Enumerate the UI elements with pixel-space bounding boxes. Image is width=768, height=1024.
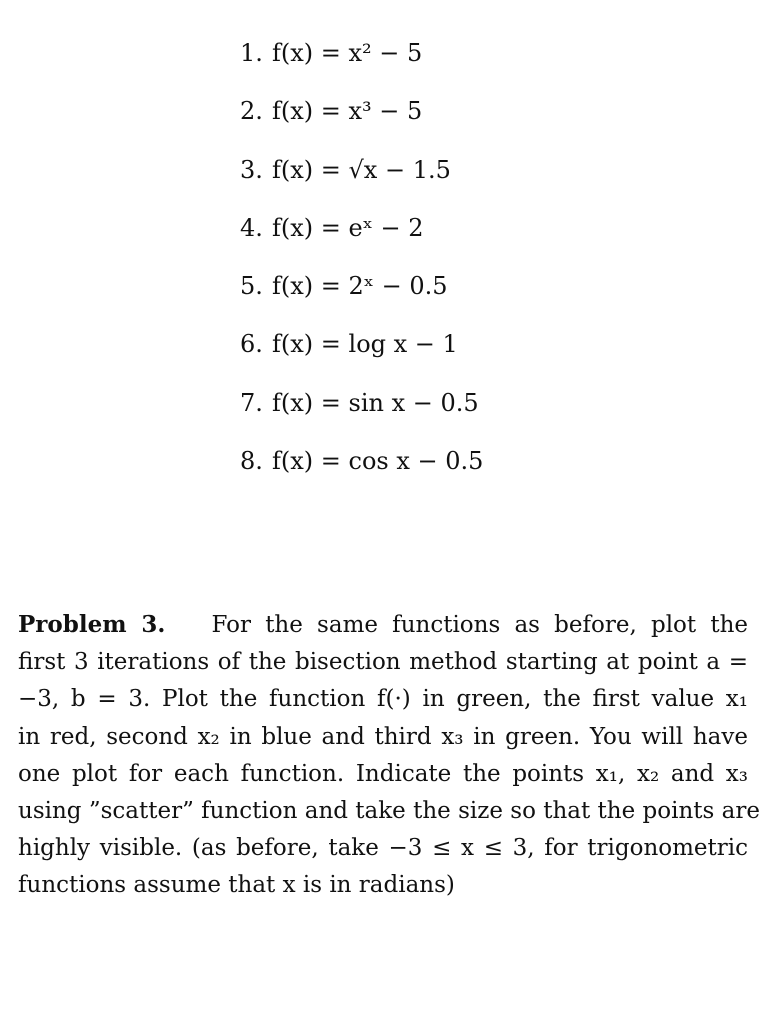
function-item bbox=[240, 327, 483, 385]
problem-title: Problem 3. bbox=[18, 611, 166, 638]
function-item bbox=[240, 94, 483, 152]
function-expression: f(x) = log x − 1 bbox=[272, 330, 458, 359]
function-expression: f(x) = 2ˣ − 0.5 bbox=[272, 272, 448, 301]
function-expression: f(x) = sin x − 0.5 bbox=[272, 388, 479, 417]
function-item bbox=[240, 444, 483, 502]
function-expression: f(x) = √x − 1.5 bbox=[272, 155, 451, 184]
function-item bbox=[240, 153, 483, 211]
item-number: 4. bbox=[240, 213, 263, 242]
problem-line-text: For the same functions as before, plot the bbox=[211, 612, 749, 638]
function-expression: f(x) = eˣ − 2 bbox=[272, 213, 424, 242]
problem-line: in red, second x₂ in blue and third x₃ in green. You will have bbox=[18, 723, 748, 750]
item-number: 2. bbox=[240, 97, 263, 126]
problem-line: one plot for each function. Indicate the points x₁, x₂ and x₃ bbox=[18, 760, 748, 787]
problem-line: functions assume that x is in radians) bbox=[18, 872, 455, 899]
item-number: 8. bbox=[240, 447, 263, 476]
item-number: 6. bbox=[240, 330, 263, 359]
problem-line: first 3 iterations of the bisection method starting at point a = bbox=[18, 649, 748, 676]
item-number: 5. bbox=[240, 272, 263, 301]
function-expression: f(x) = x² − 5 bbox=[272, 39, 423, 67]
problem-statement bbox=[18, 606, 760, 905]
problem-line bbox=[18, 606, 748, 644]
function-item bbox=[240, 269, 483, 327]
problem-line: −3, b = 3. Plot the function f(·) in green, the first value x₁ bbox=[18, 686, 748, 713]
problem-line: using ”scatter” function and take the size so that the points are bbox=[18, 798, 760, 825]
function-item bbox=[240, 36, 483, 94]
function-expression: f(x) = x³ − 5 bbox=[272, 97, 423, 126]
item-number: 7. bbox=[240, 388, 263, 417]
function-item bbox=[240, 386, 483, 444]
problem-line: highly visible. (as before, take −3 ≤ x ≤ 3, for trigonometric bbox=[18, 835, 748, 862]
item-number: 3. bbox=[240, 155, 263, 184]
function-list bbox=[240, 36, 483, 502]
function-item bbox=[240, 211, 483, 269]
item-number: 1. bbox=[240, 39, 263, 67]
function-expression: f(x) = cos x − 0.5 bbox=[272, 447, 484, 476]
